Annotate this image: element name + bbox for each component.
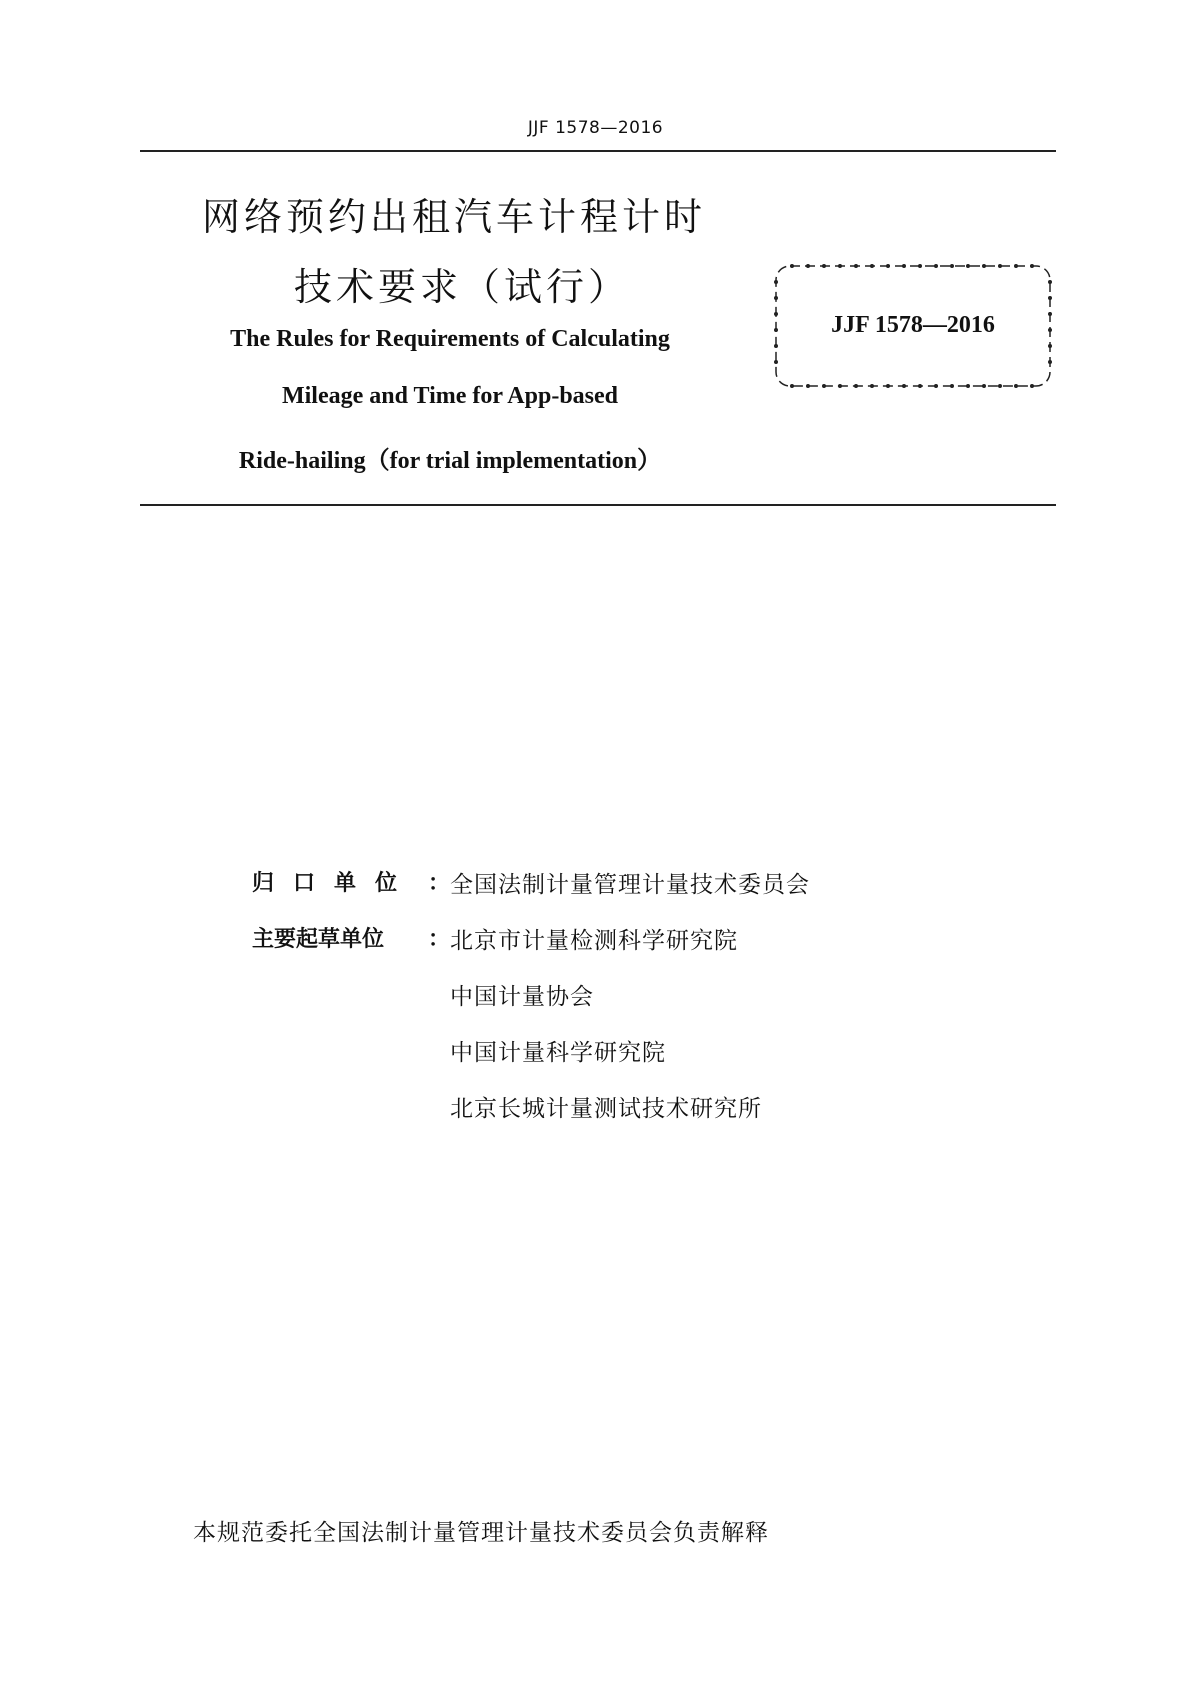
drafting-unit-item: 北京长城计量测试技术研究所 [450, 1096, 762, 1122]
top-rule [140, 150, 1056, 152]
responsible-unit-label: 归口单位 [252, 871, 417, 896]
title-cn-line2: 技术要求（试行） [294, 265, 631, 309]
title-cn-line1: 网络预约出租汽车计程计时 [202, 195, 707, 239]
responsible-unit-colon: ： [428, 871, 451, 896]
drafting-unit-item: 中国计量协会 [450, 984, 594, 1010]
drafting-units-colon: ： [428, 927, 451, 952]
drafting-unit-item: 中国计量科学研究院 [450, 1040, 666, 1066]
title-en-line3: Ride-hailing（for trial implementation） [238, 448, 662, 474]
standard-code-stamp [772, 262, 1054, 390]
interpretation-note: 本规范委托全国法制计量管理计量技术委员会负责解释 [193, 1520, 769, 1546]
stamp-code-text: JJF 1578—2016 [831, 312, 995, 338]
responsible-unit-value: 全国法制计量管理计量技术委员会 [450, 872, 810, 898]
title-en-line2: Mileage and Time for App-based [281, 383, 619, 409]
title-en-line1: The Rules for Requirements of Calculating [230, 326, 670, 352]
drafting-units-label: 主要起草单位 [252, 927, 385, 952]
drafting-unit-item: 北京市计量检测科学研究院 [450, 928, 738, 954]
header-code: JJF 1578—2016 [527, 118, 664, 138]
bottom-rule [140, 504, 1056, 506]
